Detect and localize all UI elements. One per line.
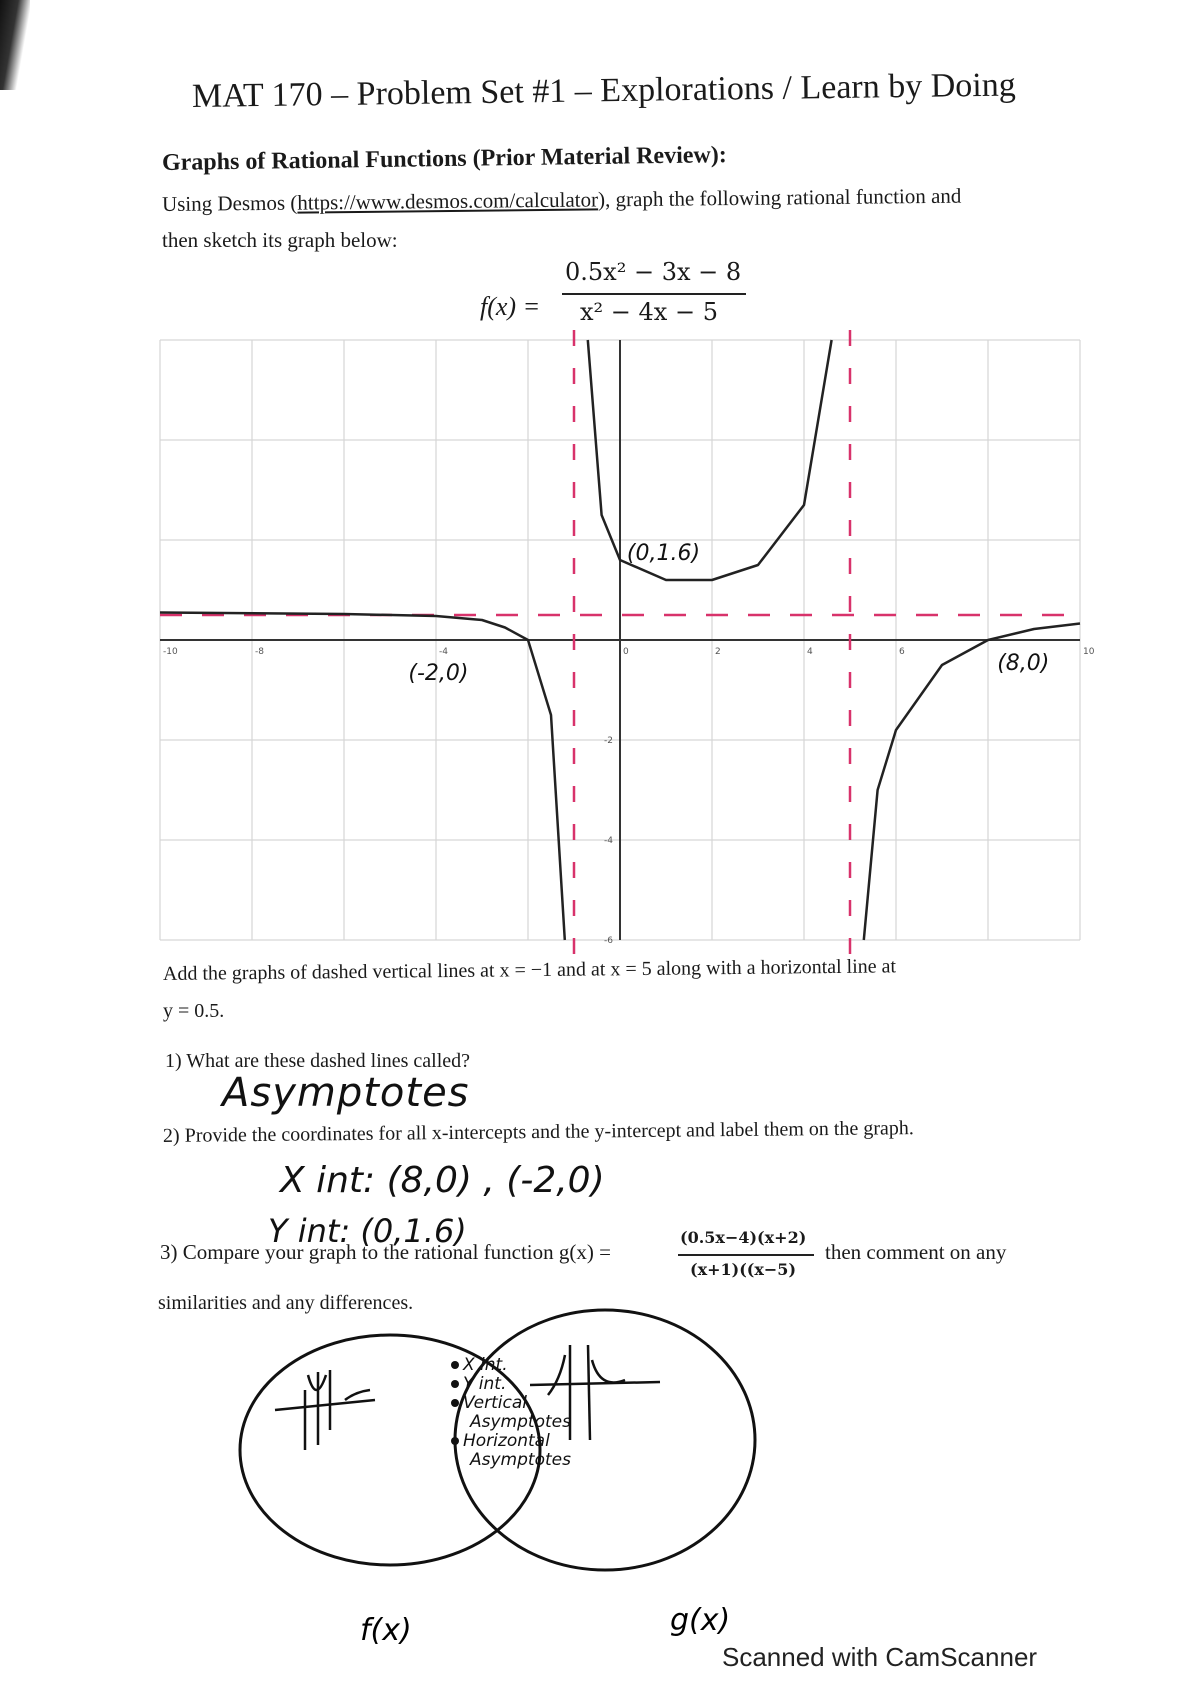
x-tick-label: -4 — [439, 647, 448, 657]
point-label: (-2,0) — [408, 661, 469, 686]
point-label: (0,1.6) — [626, 541, 701, 566]
x-tick-label: 10 — [1083, 647, 1095, 657]
g-numerator: (0.5x−4)(x+2) — [680, 1228, 807, 1247]
instruction-line-2: y = 0.5. — [163, 1000, 225, 1022]
venn-bullet — [451, 1361, 459, 1369]
function-numerator: 0.5x² − 3x − 8 — [565, 258, 742, 286]
venn-item: Y int. — [463, 1374, 507, 1394]
tick-labels — [163, 647, 1095, 946]
intro-prefix: Using Desmos ( — [161, 190, 298, 216]
question-2: 2) Provide the coordinates for all x-intercepts and the y-intercept and label them on the graph. — [162, 1117, 914, 1147]
point-label: (8,0) — [997, 651, 1050, 676]
answer-1-handwritten: Asymptotes — [222, 1070, 470, 1116]
x-tick-label: -8 — [255, 647, 264, 657]
venn-bullet — [451, 1380, 459, 1388]
y-tick-label: -4 — [604, 836, 613, 846]
venn-right-label: g(x) — [670, 1603, 731, 1638]
point-annotations — [408, 541, 1049, 686]
x-tick-label: 2 — [715, 647, 721, 657]
venn-bullet — [451, 1399, 459, 1407]
fraction-bar — [562, 293, 746, 295]
x-tick-label: 4 — [807, 647, 813, 657]
x-tick-label: 6 — [899, 647, 905, 657]
x-tick-label: 0 — [623, 647, 629, 657]
graph-axes — [160, 340, 1080, 940]
answer-2-y-intercept: Y int: (0,1.6) — [268, 1212, 467, 1250]
venn-item: Vertical — [463, 1393, 527, 1413]
question-1: 1) What are these dashed lines called? — [165, 1050, 471, 1072]
intro-suffix: ), graph the following rational function and — [597, 183, 962, 212]
function-denominator: x² − 4x − 5 — [580, 298, 718, 326]
y-tick-label: -2 — [604, 736, 613, 746]
curve-branch — [160, 613, 565, 941]
venn-bullet — [451, 1437, 459, 1445]
instruction-line-1: Add the graphs of dashed vertical lines at x = −1 and at x = 5 along with a horizontal line at — [162, 955, 897, 985]
rational-function-graph — [160, 340, 1095, 946]
venn-item: X int. — [463, 1355, 508, 1375]
intro-line-2: then sketch its graph below: — [162, 228, 398, 252]
answer-2-x-intercepts: X int: (8,0) , (-2,0) — [280, 1160, 605, 1201]
overlap-list — [451, 1355, 571, 1470]
g-fraction-bar — [678, 1254, 814, 1256]
venn-item: Asymptotes — [470, 1412, 571, 1432]
y-tick-label: -6 — [604, 936, 613, 946]
intro-line-1 — [162, 184, 962, 217]
venn-left-label: f(x) — [360, 1613, 412, 1648]
function-name: f(x) = — [480, 292, 541, 321]
g-denominator: (x+1)((x−5) — [690, 1260, 797, 1279]
page-title: MAT 170 – Problem Set #1 – Explorations / Learn by Doing — [191, 66, 1016, 115]
venn-item: Horizontal — [463, 1431, 550, 1451]
scanner-watermark: Scanned with CamScanner — [722, 1642, 1038, 1672]
question-3-prefix: 3) Compare your graph to the rational function g(x) = — [160, 1240, 611, 1264]
mini-graph-f-sketch — [275, 1370, 375, 1450]
venn-diagram — [230, 1300, 790, 1660]
question-3-line-2: similarities and any differences. — [158, 1292, 414, 1314]
question-3-suffix: then comment on any — [825, 1240, 1007, 1264]
curve-branch — [588, 340, 832, 580]
scan-edge-shadow — [0, 0, 30, 90]
x-tick-label: -10 — [163, 647, 178, 657]
desmos-link[interactable]: https://www.desmos.com/calculator — [297, 187, 599, 215]
venn-item: Asymptotes — [470, 1450, 571, 1470]
section-heading: Graphs of Rational Functions (Prior Material Review): — [161, 142, 727, 176]
